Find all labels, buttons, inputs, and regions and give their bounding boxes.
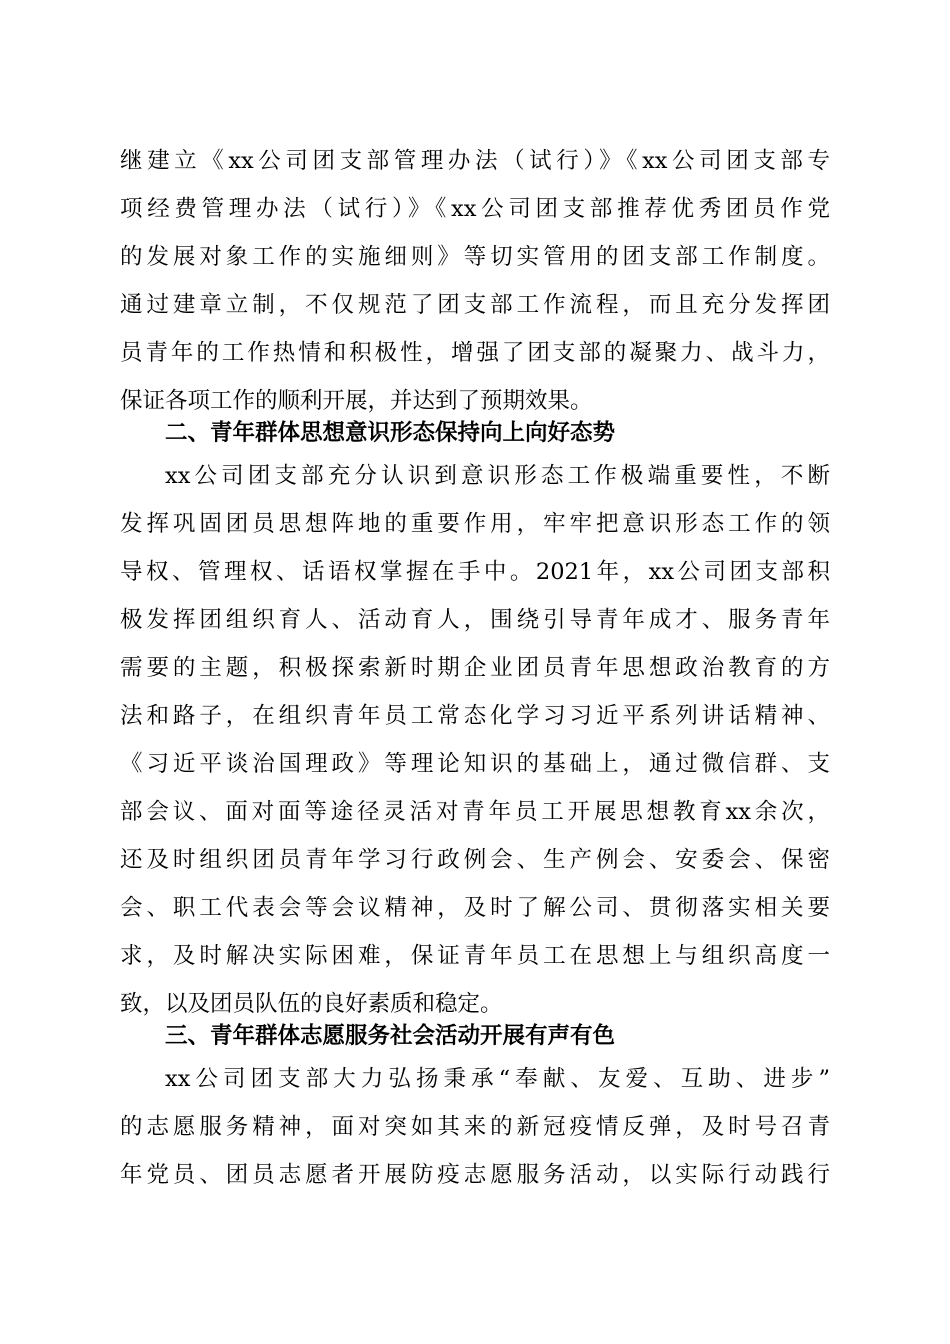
- paragraph-line: xx公司团支部充分认识到意识形态工作极端重要性，不断: [165, 463, 830, 489]
- paragraph-line: 导权、管理权、话语权掌握在手中。2021年，xx公司团支部积: [120, 559, 830, 585]
- paragraph-line: 的发展对象工作的实施细则》等切实管用的团支部工作制度。: [120, 244, 830, 270]
- paragraph-line: 需要的主题，积极探索新时期企业团员青年思想政治教育的方: [120, 655, 830, 681]
- section-heading-2: 二、青年群体思想意识形态保持向上向好态势: [165, 420, 616, 446]
- paragraph-line: 会、职工代表会等会议精神，及时了解公司、贯彻落实相关要: [120, 895, 830, 921]
- paragraph-line: 还及时组织团员青年学习行政例会、生产例会、安委会、保密: [120, 847, 830, 873]
- paragraph-line: 年党员、团员志愿者开展防疫志愿服务活动，以实际行动践行: [120, 1162, 830, 1188]
- paragraph-line: 致，以及团员队伍的良好素质和稳定。: [120, 991, 503, 1017]
- paragraph-line: 通过建章立制，不仅规范了团支部工作流程，而且充分发挥团: [120, 292, 830, 318]
- paragraph-line: 求，及时解决实际困难，保证青年员工在思想上与组织高度一: [120, 943, 830, 969]
- paragraph-line: 部会议、面对面等途径灵活对青年员工开展思想教育xx余次，: [120, 799, 830, 825]
- section-heading-3: 三、青年群体志愿服务社会活动开展有声有色: [165, 1023, 616, 1049]
- paragraph-line: 员青年的工作热情和积极性，增强了团支部的凝聚力、战斗力，: [120, 340, 830, 366]
- paragraph-line: 的志愿服务精神，面对突如其来的新冠疫情反弹，及时号召青: [120, 1114, 830, 1140]
- paragraph-line: 极发挥团组织育人、活动育人，围绕引导青年成才、服务青年: [120, 607, 830, 633]
- paragraph-line: 法和路子，在组织青年员工常态化学习习近平系列讲话精神、: [120, 703, 830, 729]
- paragraph-line: 项经费管理办法（试行）》《xx公司团支部推荐优秀团员作党: [120, 196, 830, 222]
- paragraph-line: 继建立《xx公司团支部管理办法（试行）》《xx公司团支部专: [120, 148, 830, 174]
- paragraph-line: 《习近平谈治国理政》等理论知识的基础上，通过微信群、支: [120, 751, 830, 777]
- paragraph-line: 保证各项工作的顺利开展，并达到了预期效果。: [120, 388, 593, 414]
- paragraph-line: xx公司团支部大力弘扬秉承“奉献、友爱、互助、进步”: [165, 1066, 830, 1092]
- paragraph-line: 发挥巩固团员思想阵地的重要作用，牢牢把意识形态工作的领: [120, 511, 830, 537]
